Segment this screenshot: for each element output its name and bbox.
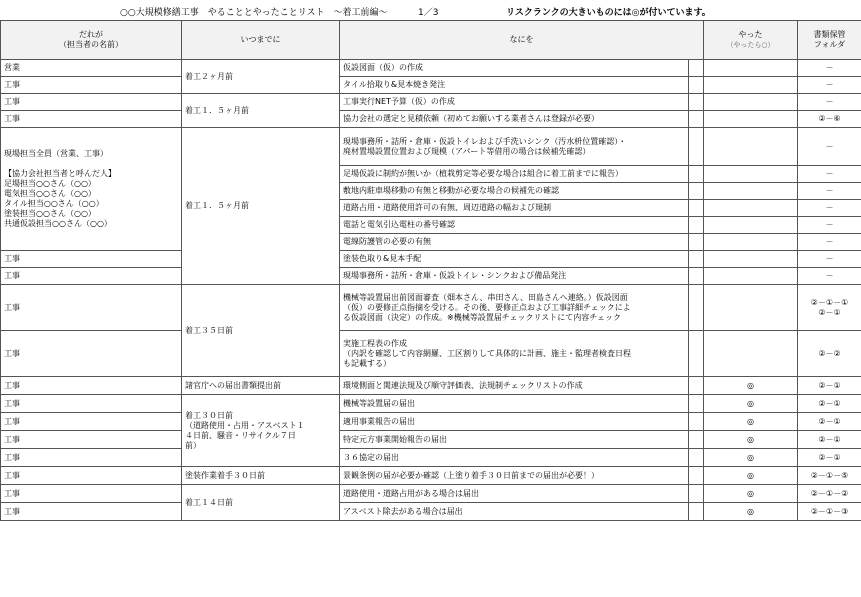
cell-done[interactable]: ◎ bbox=[704, 377, 798, 395]
cell-spacer bbox=[689, 183, 704, 200]
cell-what: 景観条例の届が必要か確認（上塗り着手３０日前までの届出が必要！） bbox=[340, 467, 689, 485]
cell-folder: ②－① bbox=[798, 431, 861, 449]
cell-folder: － bbox=[798, 200, 861, 217]
cell-spacer bbox=[689, 331, 704, 377]
cell-done[interactable] bbox=[704, 94, 798, 111]
table-row bbox=[1, 395, 861, 413]
table-row bbox=[1, 251, 861, 268]
cell-done[interactable] bbox=[704, 183, 798, 200]
cell-spacer bbox=[689, 431, 704, 449]
cell-what: 特定元方事業開始報告の届出 bbox=[340, 431, 689, 449]
cell-done[interactable] bbox=[704, 128, 798, 166]
page-number: 1／3 bbox=[418, 8, 439, 18]
cell-who: 工事 bbox=[1, 285, 182, 331]
cell-spacer bbox=[689, 268, 704, 285]
cell-spacer bbox=[689, 60, 704, 77]
cell-spacer bbox=[689, 200, 704, 217]
cell-done[interactable] bbox=[704, 60, 798, 77]
cell-folder: － bbox=[798, 217, 861, 234]
cell-done[interactable] bbox=[704, 111, 798, 128]
cell-folder: ②－⑥ bbox=[798, 111, 861, 128]
cell-spacer bbox=[689, 94, 704, 111]
cell-folder: － bbox=[798, 77, 861, 94]
cell-spacer bbox=[689, 485, 704, 503]
cell-folder: － bbox=[798, 251, 861, 268]
cell-who: 工事 bbox=[1, 377, 182, 395]
cell-what: 現場事務所・詰所・倉庫・仮設トイレ・シンクおよび備品発注 bbox=[340, 268, 689, 285]
cell-what: 工事実行NET予算（仮）の作成 bbox=[340, 94, 689, 111]
cell-done[interactable]: ◎ bbox=[704, 449, 798, 467]
cell-who: 工事 bbox=[1, 431, 182, 449]
cell-spacer bbox=[689, 413, 704, 431]
table-row bbox=[1, 77, 861, 94]
table-row bbox=[1, 467, 861, 485]
cell-spacer bbox=[689, 111, 704, 128]
table-row bbox=[1, 377, 861, 395]
cell-done[interactable]: ◎ bbox=[704, 431, 798, 449]
cell-what: 塗装色取り&見本手配 bbox=[340, 251, 689, 268]
table-row bbox=[1, 449, 861, 467]
cell-what: 電線防護管の必要の有無 bbox=[340, 234, 689, 251]
cell-when: 着工１４日前 bbox=[182, 485, 340, 521]
header-done: やった （やったら○） bbox=[704, 21, 798, 60]
cell-folder: － bbox=[798, 94, 861, 111]
table-row bbox=[1, 413, 861, 431]
table-row bbox=[1, 503, 861, 521]
cell-spacer bbox=[689, 166, 704, 183]
risk-note: リスクランクの大きいものには◎が付いています。 bbox=[506, 8, 711, 18]
cell-done[interactable] bbox=[704, 77, 798, 94]
cell-spacer bbox=[689, 251, 704, 268]
cell-who: 工事 bbox=[1, 467, 182, 485]
cell-what: 機械等設置届の届出 bbox=[340, 395, 689, 413]
cell-what: アスベスト除去がある場合は届出 bbox=[340, 503, 689, 521]
cell-spacer bbox=[689, 234, 704, 251]
cell-done[interactable]: ◎ bbox=[704, 395, 798, 413]
cell-who: 工事 bbox=[1, 485, 182, 503]
table-row bbox=[1, 94, 861, 111]
cell-done[interactable] bbox=[704, 234, 798, 251]
table-row bbox=[1, 268, 861, 285]
cell-done[interactable]: ◎ bbox=[704, 413, 798, 431]
cell-folder: ②－① bbox=[798, 395, 861, 413]
cell-spacer bbox=[689, 217, 704, 234]
header-row bbox=[1, 21, 861, 60]
cell-who: 工事 bbox=[1, 77, 182, 94]
cell-done[interactable]: ◎ bbox=[704, 485, 798, 503]
cell-who: 工事 bbox=[1, 503, 182, 521]
cell-folder: ②－①－② bbox=[798, 485, 861, 503]
cell-what: 環境側面と関連法規及び順守評価表、法規制チェックリストの作成 bbox=[340, 377, 689, 395]
cell-done[interactable]: ◎ bbox=[704, 467, 798, 485]
cell-folder: ②－① bbox=[798, 377, 861, 395]
cell-done[interactable] bbox=[704, 251, 798, 268]
cell-who: 工事 bbox=[1, 94, 182, 111]
cell-folder: － bbox=[798, 234, 861, 251]
cell-folder: － bbox=[798, 268, 861, 285]
cell-done[interactable] bbox=[704, 166, 798, 183]
cell-what: 実施工程表の作成 （内訳を確認して内容網羅、工区割りして具体的に計画、施主・監理者検査日程 も記載する） bbox=[340, 331, 689, 377]
cell-who: 営業 bbox=[1, 60, 182, 77]
cell-folder: ②－② bbox=[798, 331, 861, 377]
table-row bbox=[1, 431, 861, 449]
cell-what: タイル拾取り&見本焼き発注 bbox=[340, 77, 689, 94]
table-row bbox=[1, 128, 861, 166]
cell-when: 着工３０日前 （道路使用・占用・アスベスト１ ４日前、騒音・リサイクル７日 前） bbox=[182, 395, 340, 467]
header-what: なにを bbox=[340, 21, 704, 60]
cell-spacer bbox=[689, 449, 704, 467]
cell-done[interactable] bbox=[704, 200, 798, 217]
cell-when: 諸官庁への届出書類提出前 bbox=[182, 377, 340, 395]
cell-done[interactable] bbox=[704, 285, 798, 331]
table-row bbox=[1, 111, 861, 128]
table-row bbox=[1, 331, 861, 377]
cell-spacer bbox=[689, 128, 704, 166]
cell-done[interactable] bbox=[704, 331, 798, 377]
header-when: いつまでに bbox=[182, 21, 340, 60]
cell-done[interactable]: ◎ bbox=[704, 503, 798, 521]
cell-what: 仮設図面（仮）の作成 bbox=[340, 60, 689, 77]
cell-who: 工事 bbox=[1, 413, 182, 431]
cell-what: 道路使用・道路占用がある場合は届出 bbox=[340, 485, 689, 503]
title-bar bbox=[0, 0, 861, 20]
task-table bbox=[0, 20, 861, 521]
header-folder: 書類保管 フォルダ bbox=[798, 21, 861, 60]
cell-what: 機械等設置届出前図面審査（畑本さん、串田さん、田島さんへ連絡。）仮設図面 （仮）の要修正点指摘を受ける。その後、要修正点および工事詳細チェックによ る仮設図面（決定）の作成。※機械等設置届チェックリストにて内容チェック bbox=[340, 285, 689, 331]
cell-who: 工事 bbox=[1, 449, 182, 467]
cell-folder: ②－① bbox=[798, 413, 861, 431]
cell-spacer bbox=[689, 395, 704, 413]
cell-who: 工事 bbox=[1, 111, 182, 128]
cell-what: 敷地内駐車場移動の有無と移動が必要な場合の候補先の確認 bbox=[340, 183, 689, 200]
cell-folder: － bbox=[798, 128, 861, 166]
cell-what: 協力会社の選定と見積依頼（初めてお願いする業者さんは登録が必要） bbox=[340, 111, 689, 128]
table-row bbox=[1, 60, 861, 77]
cell-spacer bbox=[689, 467, 704, 485]
cell-done[interactable] bbox=[704, 268, 798, 285]
cell-what: ３６協定の届出 bbox=[340, 449, 689, 467]
cell-what: 足場仮設に制約が無いか（植栽剪定等必要な場合は組合に着工前までに報告） bbox=[340, 166, 689, 183]
cell-who: 現場担当全員（営業、工事） 【協力会社担当者と呼んだ人】 足場担当○○さん（○○） 電気担当○○さん（○○） タイル担当○○さん（○○） 塗装担当○○さん（○○） 共通仮設担当○○さん（○○） bbox=[1, 128, 182, 251]
cell-who: 工事 bbox=[1, 395, 182, 413]
cell-who: 工事 bbox=[1, 268, 182, 285]
cell-what: 電話と電気引込電柱の番号確認 bbox=[340, 217, 689, 234]
cell-folder: ②－①－① ②－① bbox=[798, 285, 861, 331]
document-title: ○○大規模修繕工事 やることとやったことリスト ～着工前編～ bbox=[120, 8, 388, 18]
cell-spacer bbox=[689, 285, 704, 331]
cell-what: 道路占用・道路使用許可の有無、周辺道路の幅および規制 bbox=[340, 200, 689, 217]
cell-spacer bbox=[689, 77, 704, 94]
cell-folder: ②－① bbox=[798, 449, 861, 467]
cell-what: 現場事務所・詰所・倉庫・仮設トイレおよび手洗いシンク（汚水枡位置確認）・ 廃材置場設置位置および規模（アパート等借用の場合は候補先確認） bbox=[340, 128, 689, 166]
cell-folder: ②－①－③ bbox=[798, 503, 861, 521]
cell-when: 着工２ヶ月前 bbox=[182, 60, 340, 94]
cell-done[interactable] bbox=[704, 217, 798, 234]
cell-folder: － bbox=[798, 60, 861, 77]
cell-spacer bbox=[689, 377, 704, 395]
cell-who: 工事 bbox=[1, 251, 182, 268]
cell-when: 着工３５日前 bbox=[182, 285, 340, 377]
cell-folder: ②－①－⑤ bbox=[798, 467, 861, 485]
table-row bbox=[1, 485, 861, 503]
cell-when: 塗装作業着手３０日前 bbox=[182, 467, 340, 485]
cell-folder: － bbox=[798, 183, 861, 200]
cell-who: 工事 bbox=[1, 331, 182, 377]
cell-when: 着工１．５ヶ月前 bbox=[182, 128, 340, 285]
cell-spacer bbox=[689, 503, 704, 521]
cell-folder: － bbox=[798, 166, 861, 183]
cell-when: 着工１．５ヶ月前 bbox=[182, 94, 340, 128]
header-who: だれが （担当者の名前） bbox=[1, 21, 182, 60]
cell-what: 適用事業報告の届出 bbox=[340, 413, 689, 431]
table-row bbox=[1, 285, 861, 331]
